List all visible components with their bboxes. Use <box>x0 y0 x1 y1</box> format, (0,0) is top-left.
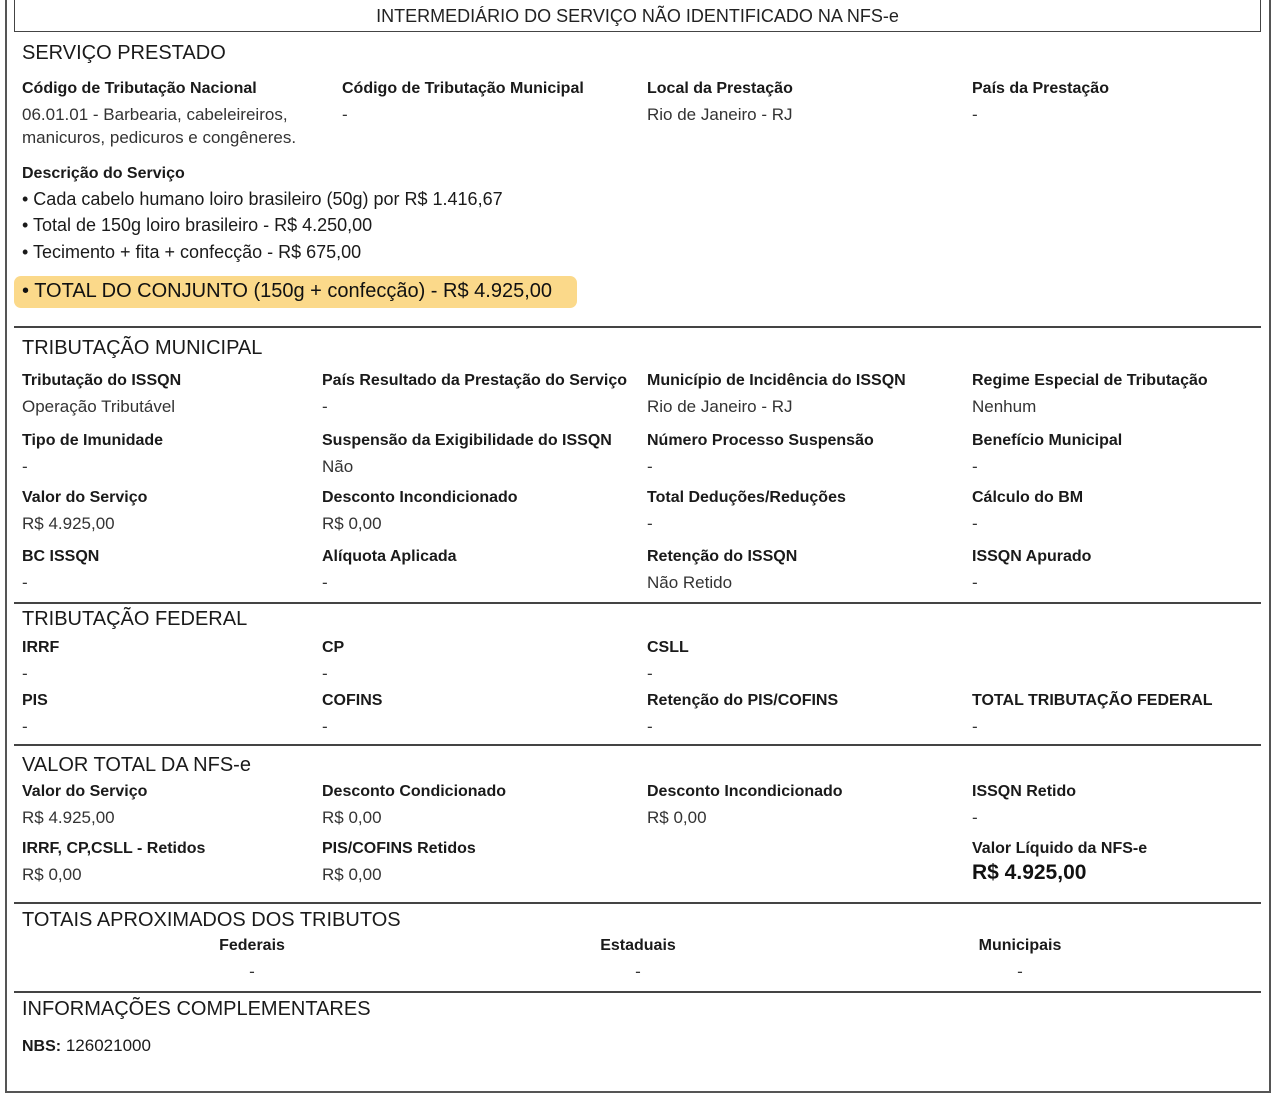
field-value: - <box>972 457 978 476</box>
totais-estaduais <box>538 937 738 983</box>
field-value: Rio de Janeiro - RJ <box>647 397 793 416</box>
field-federal-1-3 <box>972 692 1213 738</box>
field-label: Federais <box>219 937 285 954</box>
field-label: Benefício Municipal <box>972 432 1123 449</box>
field-value: - <box>342 105 348 124</box>
valor-liquido <box>972 840 1147 885</box>
field-valor-0-1 <box>322 783 506 829</box>
field-value: - <box>249 962 255 981</box>
field-value: Rio de Janeiro - RJ <box>647 105 793 124</box>
field-federal-0-1 <box>322 639 344 685</box>
field-value: - <box>1017 962 1023 981</box>
section-title-info: INFORMAÇÕES COMPLEMENTARES <box>22 998 371 1020</box>
field-value: Nenhum <box>972 397 1037 416</box>
field-municipal-1-3 <box>972 432 1122 478</box>
section-title-federal: TRIBUTAÇÃO FEDERAL <box>22 608 248 630</box>
divider <box>14 326 1261 328</box>
field-label: IRRF, CP,CSLL - Retidos <box>22 840 206 857</box>
field-value: Operação Tributável <box>22 397 176 416</box>
field-value: - <box>22 573 28 592</box>
section-title-totais: TOTAIS APROXIMADOS DOS TRIBUTOS <box>22 909 401 931</box>
section-title-valor-total: VALOR TOTAL DA NFS-e <box>22 754 251 776</box>
field-municipal-0-1 <box>322 372 627 418</box>
field-value: 06.01.01 - Barbearia, cabeleireiros, manicuros, pedicuros e congêneres. <box>22 105 297 147</box>
field-value: - <box>647 717 653 736</box>
totais-federais <box>152 937 352 983</box>
field-label: COFINS <box>322 692 383 709</box>
field-pais-prestacao <box>972 80 1109 126</box>
field-label: País da Prestação <box>972 80 1109 97</box>
field-label: Cálculo do BM <box>972 489 1084 506</box>
field-label: CSLL <box>647 639 689 656</box>
field-federal-1-0 <box>22 692 48 738</box>
field-value: R$ 4.925,00 <box>22 514 115 533</box>
field-value: R$ 0,00 <box>322 865 382 884</box>
field-label: ISSQN Apurado <box>972 548 1092 565</box>
field-municipal-0-3 <box>972 372 1208 418</box>
divider <box>14 991 1261 993</box>
field-label: Valor Líquido da NFS-e <box>972 840 1148 857</box>
field-label: Valor do Serviço <box>22 489 148 506</box>
field-value: Não Retido <box>647 573 733 592</box>
section-title-municipal: TRIBUTAÇÃO MUNICIPAL <box>22 337 263 359</box>
field-value: - <box>22 457 28 476</box>
field-municipal-3-0 <box>22 548 99 594</box>
field-municipal-3-3 <box>972 548 1091 594</box>
field-municipal-1-0 <box>22 432 163 478</box>
nbs-line <box>22 1036 151 1056</box>
field-valor-0-3 <box>972 783 1076 829</box>
nbs-label: NBS: <box>22 1038 62 1055</box>
field-label: IRRF <box>22 639 60 656</box>
field-label: Municipais <box>978 937 1062 954</box>
divider <box>14 602 1261 604</box>
field-valor-1-0 <box>22 840 205 886</box>
field-label: Suspensão da Exigibilidade do ISSQN <box>322 432 612 449</box>
field-label: Tipo de Imunidade <box>22 432 164 449</box>
nbs-value: 126021000 <box>65 1036 151 1055</box>
field-label: PIS/COFINS Retidos <box>322 840 476 857</box>
field-codigo-nacional <box>22 80 332 149</box>
total-conjunto: • TOTAL DO CONJUNTO (150g + confecção) - R$ 4.925,00 <box>22 280 552 302</box>
totais-municipais <box>920 937 1120 983</box>
field-label: PIS <box>22 692 48 709</box>
intermediario-banner: INTERMEDIÁRIO DO SERVIÇO NÃO IDENTIFICADO NA NFS-e <box>14 0 1261 32</box>
field-label: Alíquota Aplicada <box>322 548 457 565</box>
field-value: R$ 0,00 <box>322 808 382 827</box>
field-label: Regime Especial de Tributação <box>972 372 1208 389</box>
field-label: Retenção do ISSQN <box>647 548 798 565</box>
descricao-label: Descrição do Serviço <box>22 165 185 182</box>
field-label: Código de Tributação Municipal <box>342 80 584 97</box>
field-value: - <box>647 514 653 533</box>
field-label: Estaduais <box>600 937 676 954</box>
field-label: TOTAL TRIBUTAÇÃO FEDERAL <box>972 692 1213 709</box>
field-label: Desconto Condicionado <box>322 783 506 800</box>
field-value: Não <box>322 457 354 476</box>
field-value: - <box>22 717 28 736</box>
descricao-item: • Total de 150g loiro brasileiro - R$ 4.250,00 <box>22 215 373 235</box>
field-label: ISSQN Retido <box>972 783 1077 800</box>
field-value: R$ 4.925,00 <box>22 808 115 827</box>
field-federal-0-2 <box>647 639 689 685</box>
section-title-servico: SERVIÇO PRESTADO <box>22 42 226 64</box>
field-value: - <box>972 105 978 124</box>
field-value: - <box>972 808 978 827</box>
field-value: - <box>647 664 653 683</box>
field-value: - <box>322 717 328 736</box>
field-label: Local da Prestação <box>647 80 793 97</box>
field-value: - <box>972 573 978 592</box>
field-valor-0-0 <box>22 783 147 829</box>
descricao-item: • Tecimento + fita + confecção - R$ 675,00 <box>22 242 362 262</box>
field-codigo-municipal <box>342 80 584 126</box>
field-label: Valor do Serviço <box>22 783 148 800</box>
descricao-item: • Cada cabelo humano loiro brasileiro (50g) por R$ 1.416,67 <box>22 189 503 209</box>
field-label: CP <box>322 639 345 656</box>
field-municipal-2-0 <box>22 489 147 535</box>
field-label: Código de Tributação Nacional <box>22 80 257 97</box>
field-municipal-0-2 <box>647 372 906 418</box>
field-valor-1-1 <box>322 840 476 886</box>
field-municipal-1-1 <box>322 432 612 478</box>
field-federal-1-2 <box>647 692 838 738</box>
field-value: R$ 0,00 <box>647 808 707 827</box>
field-label: Retenção do PIS/COFINS <box>647 692 839 709</box>
field-value: R$ 0,00 <box>322 514 382 533</box>
field-value: - <box>635 962 641 981</box>
field-label: País Resultado da Prestação do Serviço <box>322 372 628 389</box>
divider <box>14 902 1261 904</box>
field-municipal-2-1 <box>322 489 518 535</box>
field-value: - <box>972 514 978 533</box>
field-label: Município de Incidência do ISSQN <box>647 372 906 389</box>
field-valor-0-2 <box>647 783 843 829</box>
field-municipal-0-0 <box>22 372 181 418</box>
field-value: - <box>972 717 978 736</box>
field-local-prestacao <box>647 80 793 126</box>
field-label: Número Processo Suspensão <box>647 432 874 449</box>
field-label: Desconto Incondicionado <box>322 489 518 506</box>
field-value: R$ 0,00 <box>22 865 82 884</box>
field-value: - <box>322 664 328 683</box>
field-label: Total Deduções/Reduções <box>647 489 846 506</box>
field-value: - <box>322 397 328 416</box>
field-value: - <box>322 573 328 592</box>
field-municipal-3-2 <box>647 548 797 594</box>
field-label: Desconto Incondicionado <box>647 783 843 800</box>
field-federal-0-0 <box>22 639 59 685</box>
field-municipal-3-1 <box>322 548 457 594</box>
field-federal-1-1 <box>322 692 382 738</box>
field-municipal-2-2 <box>647 489 846 535</box>
field-municipal-2-3 <box>972 489 1083 535</box>
field-value: - <box>22 664 28 683</box>
field-municipal-1-2 <box>647 432 874 478</box>
field-label: Tributação do ISSQN <box>22 372 182 389</box>
field-label: BC ISSQN <box>22 548 100 565</box>
valor-liquido-value: R$ 4.925,00 <box>972 861 1087 884</box>
field-value: - <box>647 457 653 476</box>
divider <box>14 744 1261 746</box>
